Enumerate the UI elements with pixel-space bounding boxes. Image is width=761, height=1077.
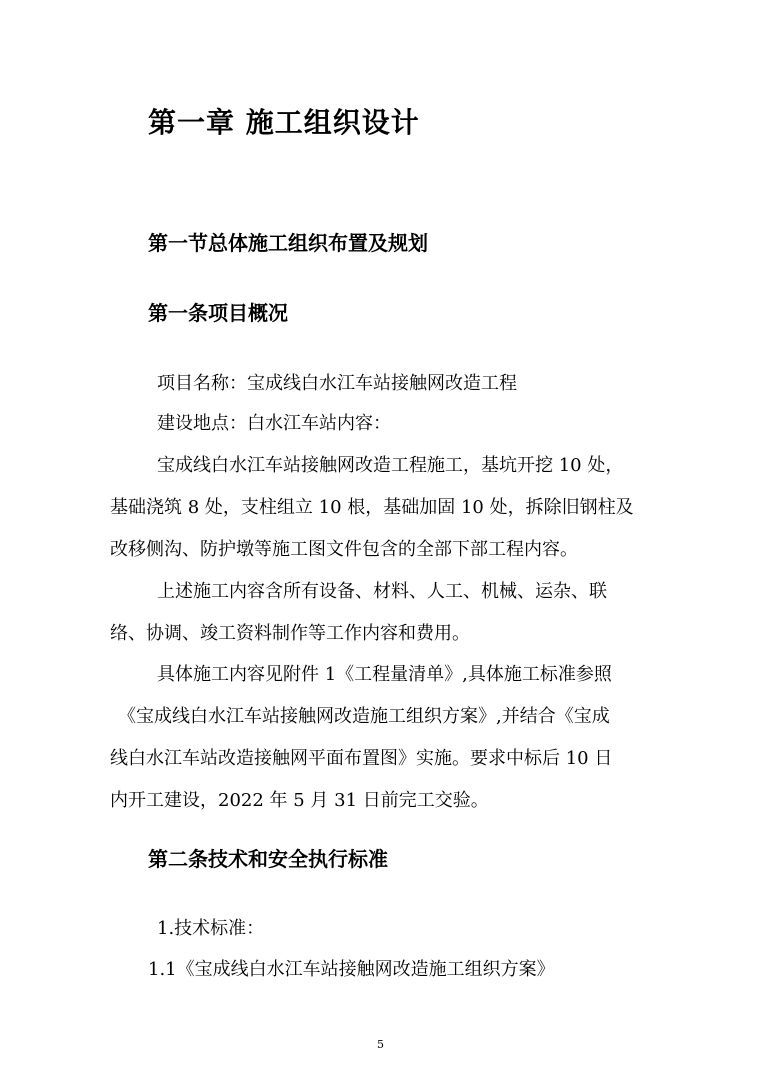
- paragraph-line: 《宝成线白水江车站接触网改造施工组织方案》,并结合《宝成: [118, 706, 610, 727]
- section-title: 第一节总体施工组织布置及规划: [148, 231, 428, 255]
- paragraph-line: 内开工建设，2022 年 5 月 31 日前完工交验。: [110, 790, 489, 811]
- paragraph-line: 宝成线白水江车站接触网改造工程施工，基坑开挖 10 处，: [157, 455, 624, 476]
- paragraph-line: 具体施工内容见附件 1《工程量清单》,具体施工标准参照: [157, 664, 612, 685]
- list-item: 1.技术标准：: [157, 918, 265, 939]
- paragraph-line: 络、协调、竣工资料制作等工作内容和费用。: [110, 623, 470, 644]
- list-item: 1.1《宝成线白水江车站接触网改造施工组织方案》: [148, 959, 555, 980]
- article-1-title: 第一条项目概况: [148, 301, 288, 325]
- paragraph-line: 基础浇筑 8 处，支柱组立 10 根，基础加固 10 处，拆除旧钢柱及: [110, 497, 634, 518]
- project-location: 建设地点：白水江车站内容：: [157, 413, 391, 434]
- project-name: 项目名称：宝成线白水江车站接触网改造工程: [157, 373, 517, 394]
- paragraph-line: 上述施工内容含所有设备、材料、人工、机械、运杂、联: [157, 581, 607, 602]
- paragraph-line: 改移侧沟、防护墩等施工图文件包含的全部下部工程内容。: [110, 539, 578, 560]
- page-number: 5: [377, 1038, 384, 1051]
- article-2-title: 第二条技术和安全执行标准: [148, 847, 388, 871]
- paragraph-line: 线白水江车站改造接触网平面布置图》实施。要求中标后 10 日: [110, 748, 613, 769]
- chapter-title: 第一章 施工组织设计: [148, 106, 420, 139]
